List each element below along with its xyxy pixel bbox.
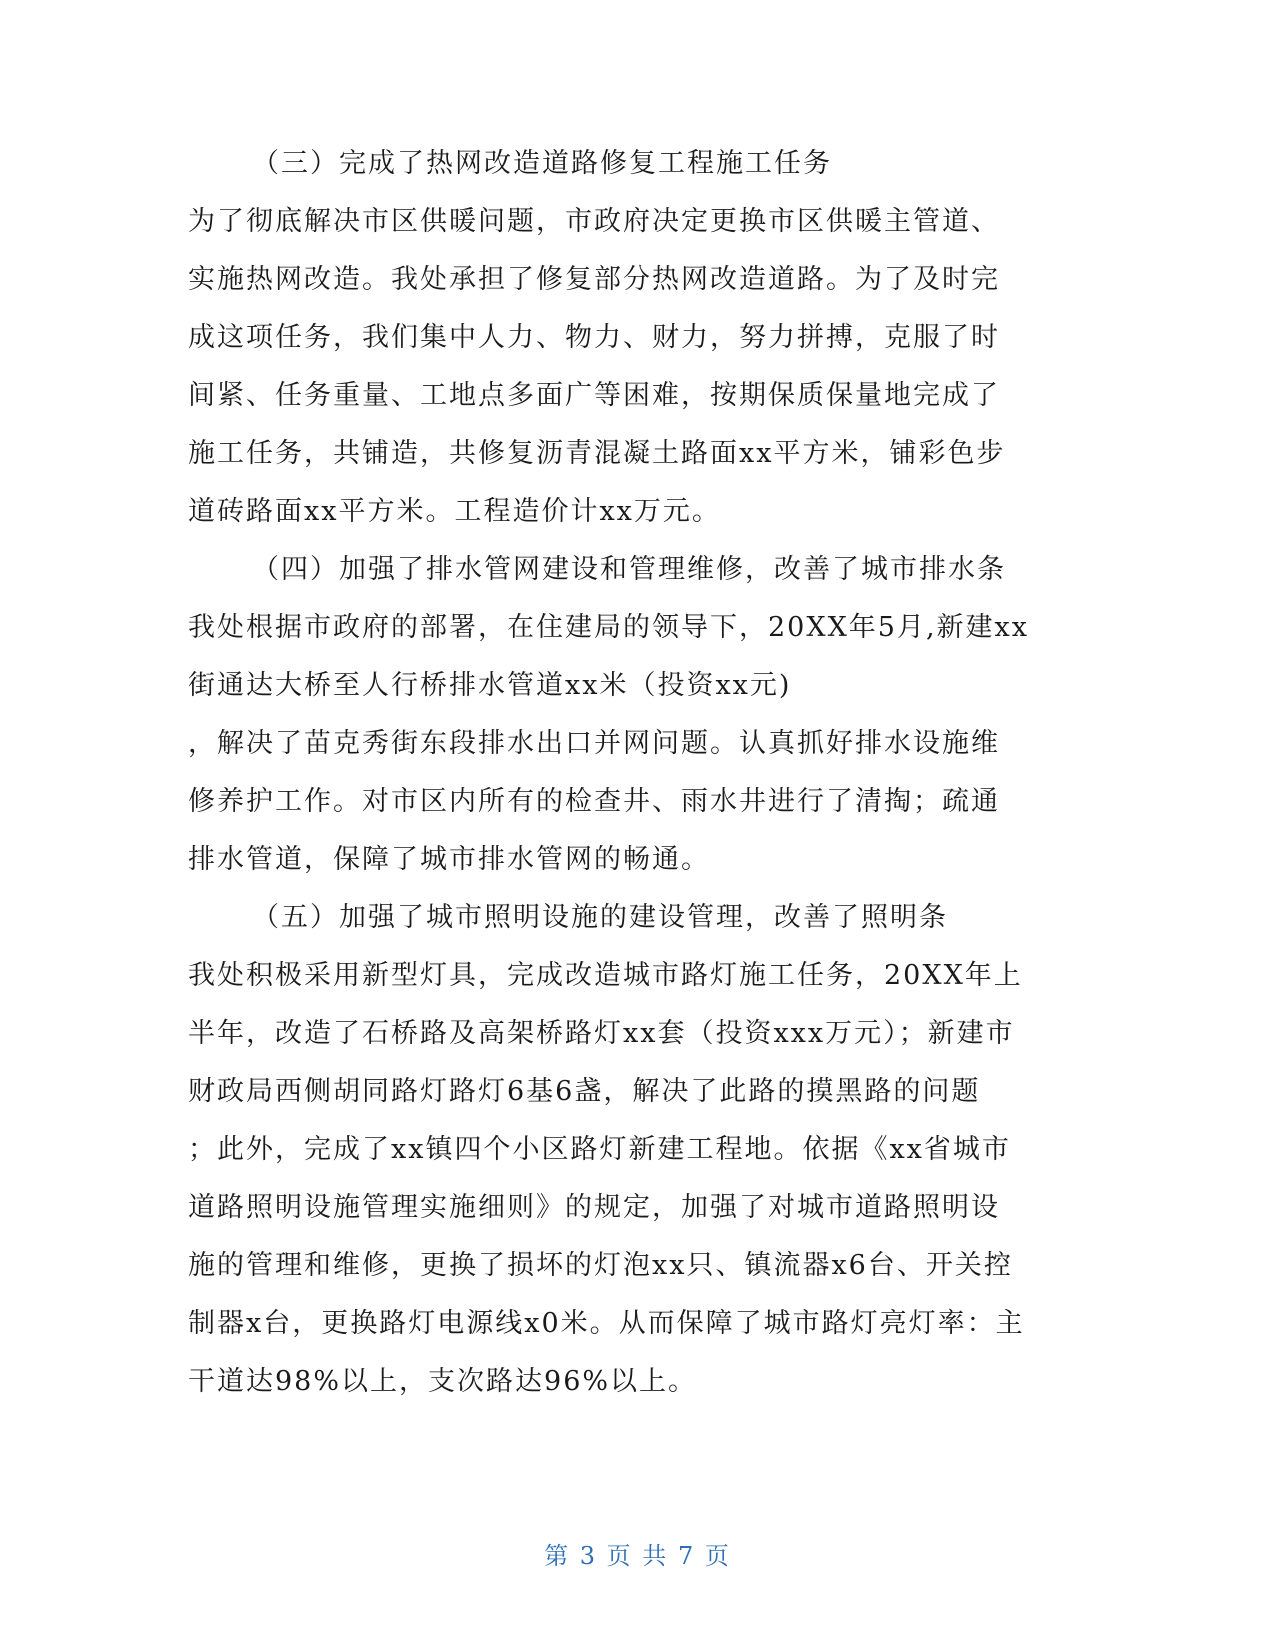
paragraph-line: 排水管道，保障了城市排水管网的畅通。	[188, 844, 710, 875]
paragraph-line: 为了彻底解决市区供暖问题，市政府决定更换市区供暖主管道、	[188, 206, 1000, 237]
paragraph-line: 街通达大桥至人行桥排水管道xx米（投资xx元)	[188, 670, 792, 701]
section-heading-3: （三）完成了热网改造道路修复工程施工任务	[252, 148, 832, 179]
paragraph-line: 干道达98%以上，支次路达96%以上。	[188, 1366, 698, 1397]
paragraph-line: 我处根据市政府的部署，在住建局的领导下，20XX年5月,新建xx	[188, 612, 1030, 643]
paragraph-line: 成这项任务，我们集中人力、物力、财力，努力拼搏，克服了时	[188, 322, 1000, 353]
page-number-footer: 第 3 页 共 7 页	[544, 1542, 731, 1570]
paragraph-line: 半年，改造了石桥路及高架桥路灯xx套（投资xxx万元）；新建市	[188, 1018, 1015, 1049]
section-heading-4: （四）加强了排水管网建设和管理维修，改善了城市排水条	[252, 554, 1006, 585]
paragraph-line: ；此外，完成了xx镇四个小区路灯新建工程地。依据《xx省城市	[188, 1134, 1011, 1165]
paragraph-line: 财政局西侧胡同路灯路灯6基6盏，解决了此路的摸黑路的问题	[188, 1076, 981, 1107]
paragraph-line: 实施热网改造。我处承担了修复部分热网改造道路。为了及时完	[188, 264, 1000, 295]
paragraph-line: 道路照明设施管理实施细则》的规定，加强了对城市道路照明设	[188, 1192, 1000, 1223]
paragraph-line: 道砖路面xx平方米。工程造价计xx万元。	[188, 496, 721, 527]
paragraph-line: 间紧、任务重量、工地点多面广等困难，按期保质保量地完成了	[188, 380, 1000, 411]
paragraph-line: 施工任务，共铺造，共修复沥青混凝土路面xx平方米，铺彩色步	[188, 438, 1006, 469]
paragraph-line: 制器x台，更换路灯电源线x0米。从而保障了城市路灯亮灯率：主	[188, 1308, 1025, 1339]
paragraph-line: ，解决了苗克秀街东段排水出口并网问题。认真抓好排水设施维	[188, 728, 1000, 759]
paragraph-line: 施的管理和维修，更换了损坏的灯泡xx只、镇流器x6台、开关控	[188, 1250, 1013, 1281]
paragraph-line: 修养护工作。对市区内所有的检查井、雨水井进行了清掏；疏通	[188, 786, 1000, 817]
section-heading-5: （五）加强了城市照明设施的建设管理，改善了照明条	[252, 902, 948, 933]
paragraph-line: 我处积极采用新型灯具，完成改造城市路灯施工任务，20XX年上	[188, 960, 1023, 991]
